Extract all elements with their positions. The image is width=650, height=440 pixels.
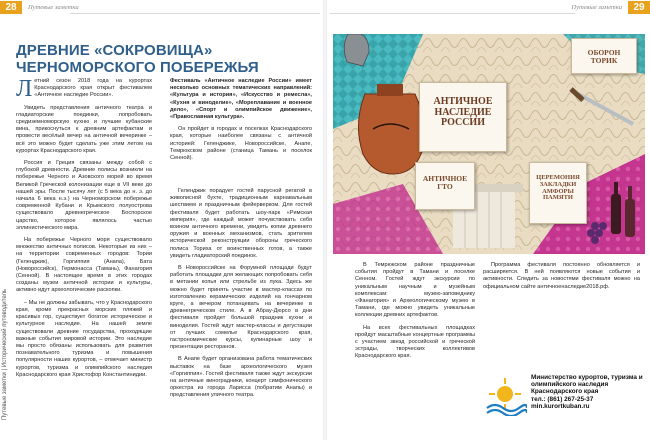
main-logo-text <box>420 97 506 129</box>
amphora-ceremony-line-4: ПАМЯТИ <box>543 194 573 202</box>
paragraph: В Анапе будет организована работа тематических выставок на базе археологического музея «Горгиппия». Гостей фестиваля также ждут экскурсии на античные виноградники, концерт симфонического оркестра из города Ларисса (побратим Анапы) и представления уличного театра. <box>170 356 312 399</box>
left-header <box>0 0 323 14</box>
main-logo-frame <box>419 82 507 152</box>
drop-cap: Л <box>16 76 33 102</box>
main-logo-line-1: АНТИЧНОЕ <box>433 96 493 107</box>
left-page-number: 28 <box>0 1 22 14</box>
paragraph: В Новороссийске на Форумной площади будут работать площадки для желающих попробовать себя в метании копья или стрельбе из лука. Здесь же можно будет принять участие в мастер-классах по изготовлению керамических изделий на гончарном круге, а вечером потанцевать на вечеринке в древнегреческом стиле. А в Абрау-Дюрсо в дни фестиваля пройдет большой праздник кухни и виноделия. Гостей ждут мастер-классы и дегустации от лучших сомелье Краснодарского края, гастрономические курсы, кулинарные шоу и презентации ресторанов. <box>170 265 312 351</box>
paragraph: В Темрюкском районе праздничные события пройдут в Тамани и поселке Сенном. Гостей ждут экскурсии по уникальным научным и музейным комплексам: музею-заповеднику «Фанагория» и Археологическому музею в Тамани, где можно увидеть уникальные коллекции древних артефактов. <box>355 262 475 319</box>
paragraph: Он пройдет в городах и поселках Краснодарского края, которые наиболее связаны с античной историей: Геленджике, Новороссийске, Анапе, Темрюкском районе (станица Тамань и поселок Сенной). <box>170 126 312 162</box>
article-column-1 <box>16 78 152 428</box>
defense-toriq-badge <box>571 38 637 74</box>
antique-gto-line-2: ГТО <box>437 181 453 191</box>
vase-icon <box>358 84 423 174</box>
ministry-name: Министерство курортов, туризма и олимпийского наследия Краснодарского края <box>531 374 643 396</box>
amphora-ceremony-line-1: ЦЕРЕМОНИЯ <box>536 174 580 181</box>
helmet-icon <box>343 34 369 66</box>
main-logo-line-3: РОССИИ <box>441 117 485 128</box>
paragraph: Геленджик порадует гостей парусной регатой в живописной бухте, традиционным карнавальным шествием и праздничным фейерверком. Для гостей фестиваля будет работать шоу-парк «Римская империя», где каждый может почувствовать себя воином античного времени, увидеть копии древнего оружия и военных механизмов, стать зрителем исторической реконструкции обороны греческого полиса Ториха от воинственных готов, а также увидеть гладиаторский поединок. <box>170 188 312 259</box>
lead-paragraph <box>16 78 152 100</box>
right-column-2 <box>483 262 640 322</box>
festival-directions-paragraph: Фестиваль «Античное наследие России» имеет несколько основных тематических направлений: «Культура и история», «Искусство и ремесла», «Кухня и виноделие», «Мореплавание и военное дело», «Спорт и олимпийское движение», «Православная культура». <box>170 78 312 121</box>
amphora-ceremony-text <box>530 175 586 202</box>
ministry-phone: тел.: (861) 267-25-37 <box>531 395 594 403</box>
amphora-ceremony-line-3: АМФОРЫ <box>542 187 574 195</box>
lead-text: етний сезон 2018 года на курортах Краснодарского края открыт фестивалем «Античное наследие России». <box>34 78 152 99</box>
quote-paragraph: – Мы не должны забывать, что у Краснодарского края, кроме прекрасных морских пляжей и красивых гор, существует богатое историческое и культурное наследие. На нашей земле существовали древние государства, проходящие важные события мировой истории. Это наследие мы просто обязаны использовать для развития познавательного туризма и повышения популярности наших курортов, – отмечает министр курортов, туризма и олимпийского наследия Краснодарского края Христофор Константинидии. <box>16 299 152 378</box>
defense-toriq-text: ОБОРОН ТОРИК <box>587 48 621 65</box>
amphora-ceremony-line-2: ЗАКЛАДКИ <box>539 180 577 188</box>
main-logo-line-2: НАСЛЕДИЕ <box>434 106 492 118</box>
right-header <box>327 0 650 14</box>
amphora-ceremony-badge <box>529 162 587 224</box>
right-section-title: Путевые заметки <box>571 3 622 11</box>
ministry-text <box>531 374 643 410</box>
right-column-1 <box>355 262 475 427</box>
article-column-2-top <box>170 78 312 188</box>
paragraph: Россия и Греция связаны между собой с глубокой древности. Древние полисы возникли на побережье Черного и Азовского морей во время Великой Греческой колонизации еще в VII веке до нашей эры. После тысячу лет (с 5 века до н. э. до начала 6 века н.э.) на Черноморском побережье современной Кубани и Крымского полуострова существовало древнегреческое Боспорское царство, которое являлось частью эллинистического мира. <box>16 160 152 231</box>
article-column-2 <box>170 188 312 433</box>
right-page-number: 29 <box>628 1 650 14</box>
right-header-rule <box>330 13 575 14</box>
left-header-rule <box>70 13 320 14</box>
ministry-block <box>483 370 643 430</box>
article-title <box>16 42 316 76</box>
paragraph: На всех фестивальных площадках пройдут масштабные концертные программы с участием звезд российской и греческой эстрады, творческих коллективов Краснодарского края. <box>355 324 475 360</box>
article-title-line-2: ЧЕРНОМОРСКОГО ПОБЕРЕЖЬЯ <box>16 59 259 76</box>
antique-gto-line-1: АНТИЧНОЕ <box>422 174 468 183</box>
left-section-title: Путевые заметки <box>28 3 79 11</box>
paragraph: Программа фестиваля постоянно обновляется и расширяется. В ней появляются новые события и активности. Следить за новостями фестиваля можно на официальном сайте античноенаследие2018.рф. <box>483 262 640 290</box>
antique-gto-badge <box>415 162 475 210</box>
ministry-logo-icon <box>483 376 527 416</box>
festival-collage <box>333 34 645 254</box>
antique-gto-text <box>416 175 474 191</box>
ministry-website: min.kurortkuban.ru <box>531 402 590 410</box>
side-label-text: Путевые заметки | Исторический путеводитель <box>2 288 8 420</box>
paragraph: Увидеть представления античного театра и гладиаторские поединки, попробовать средиземноморскую кухню и лучшие кубанские вина, прикоснуться к древним артефактам и провести весёлый вечер на античной вечеринке – всё это можно будет сделать уже этим летом на курортах Краснодарского края. <box>16 104 152 154</box>
paragraph: На побережье Черного моря существовало множество античных полисов. Некоторые из них – на территории современных городов: Тории (Геленджик), Горгиппия (Анапа), Бата (Новороссийск), Гермонасса (Тамань), Фанагория (Сенной). В настоящее время в этих городах созданы музеи античной истории и культуры, активно идут археологические раскопки. <box>16 237 152 294</box>
article-title-line-1: ДРЕВНИЕ «СОКРОВИЩА» <box>16 42 213 59</box>
page-gutter <box>323 0 327 440</box>
side-label <box>2 170 10 420</box>
